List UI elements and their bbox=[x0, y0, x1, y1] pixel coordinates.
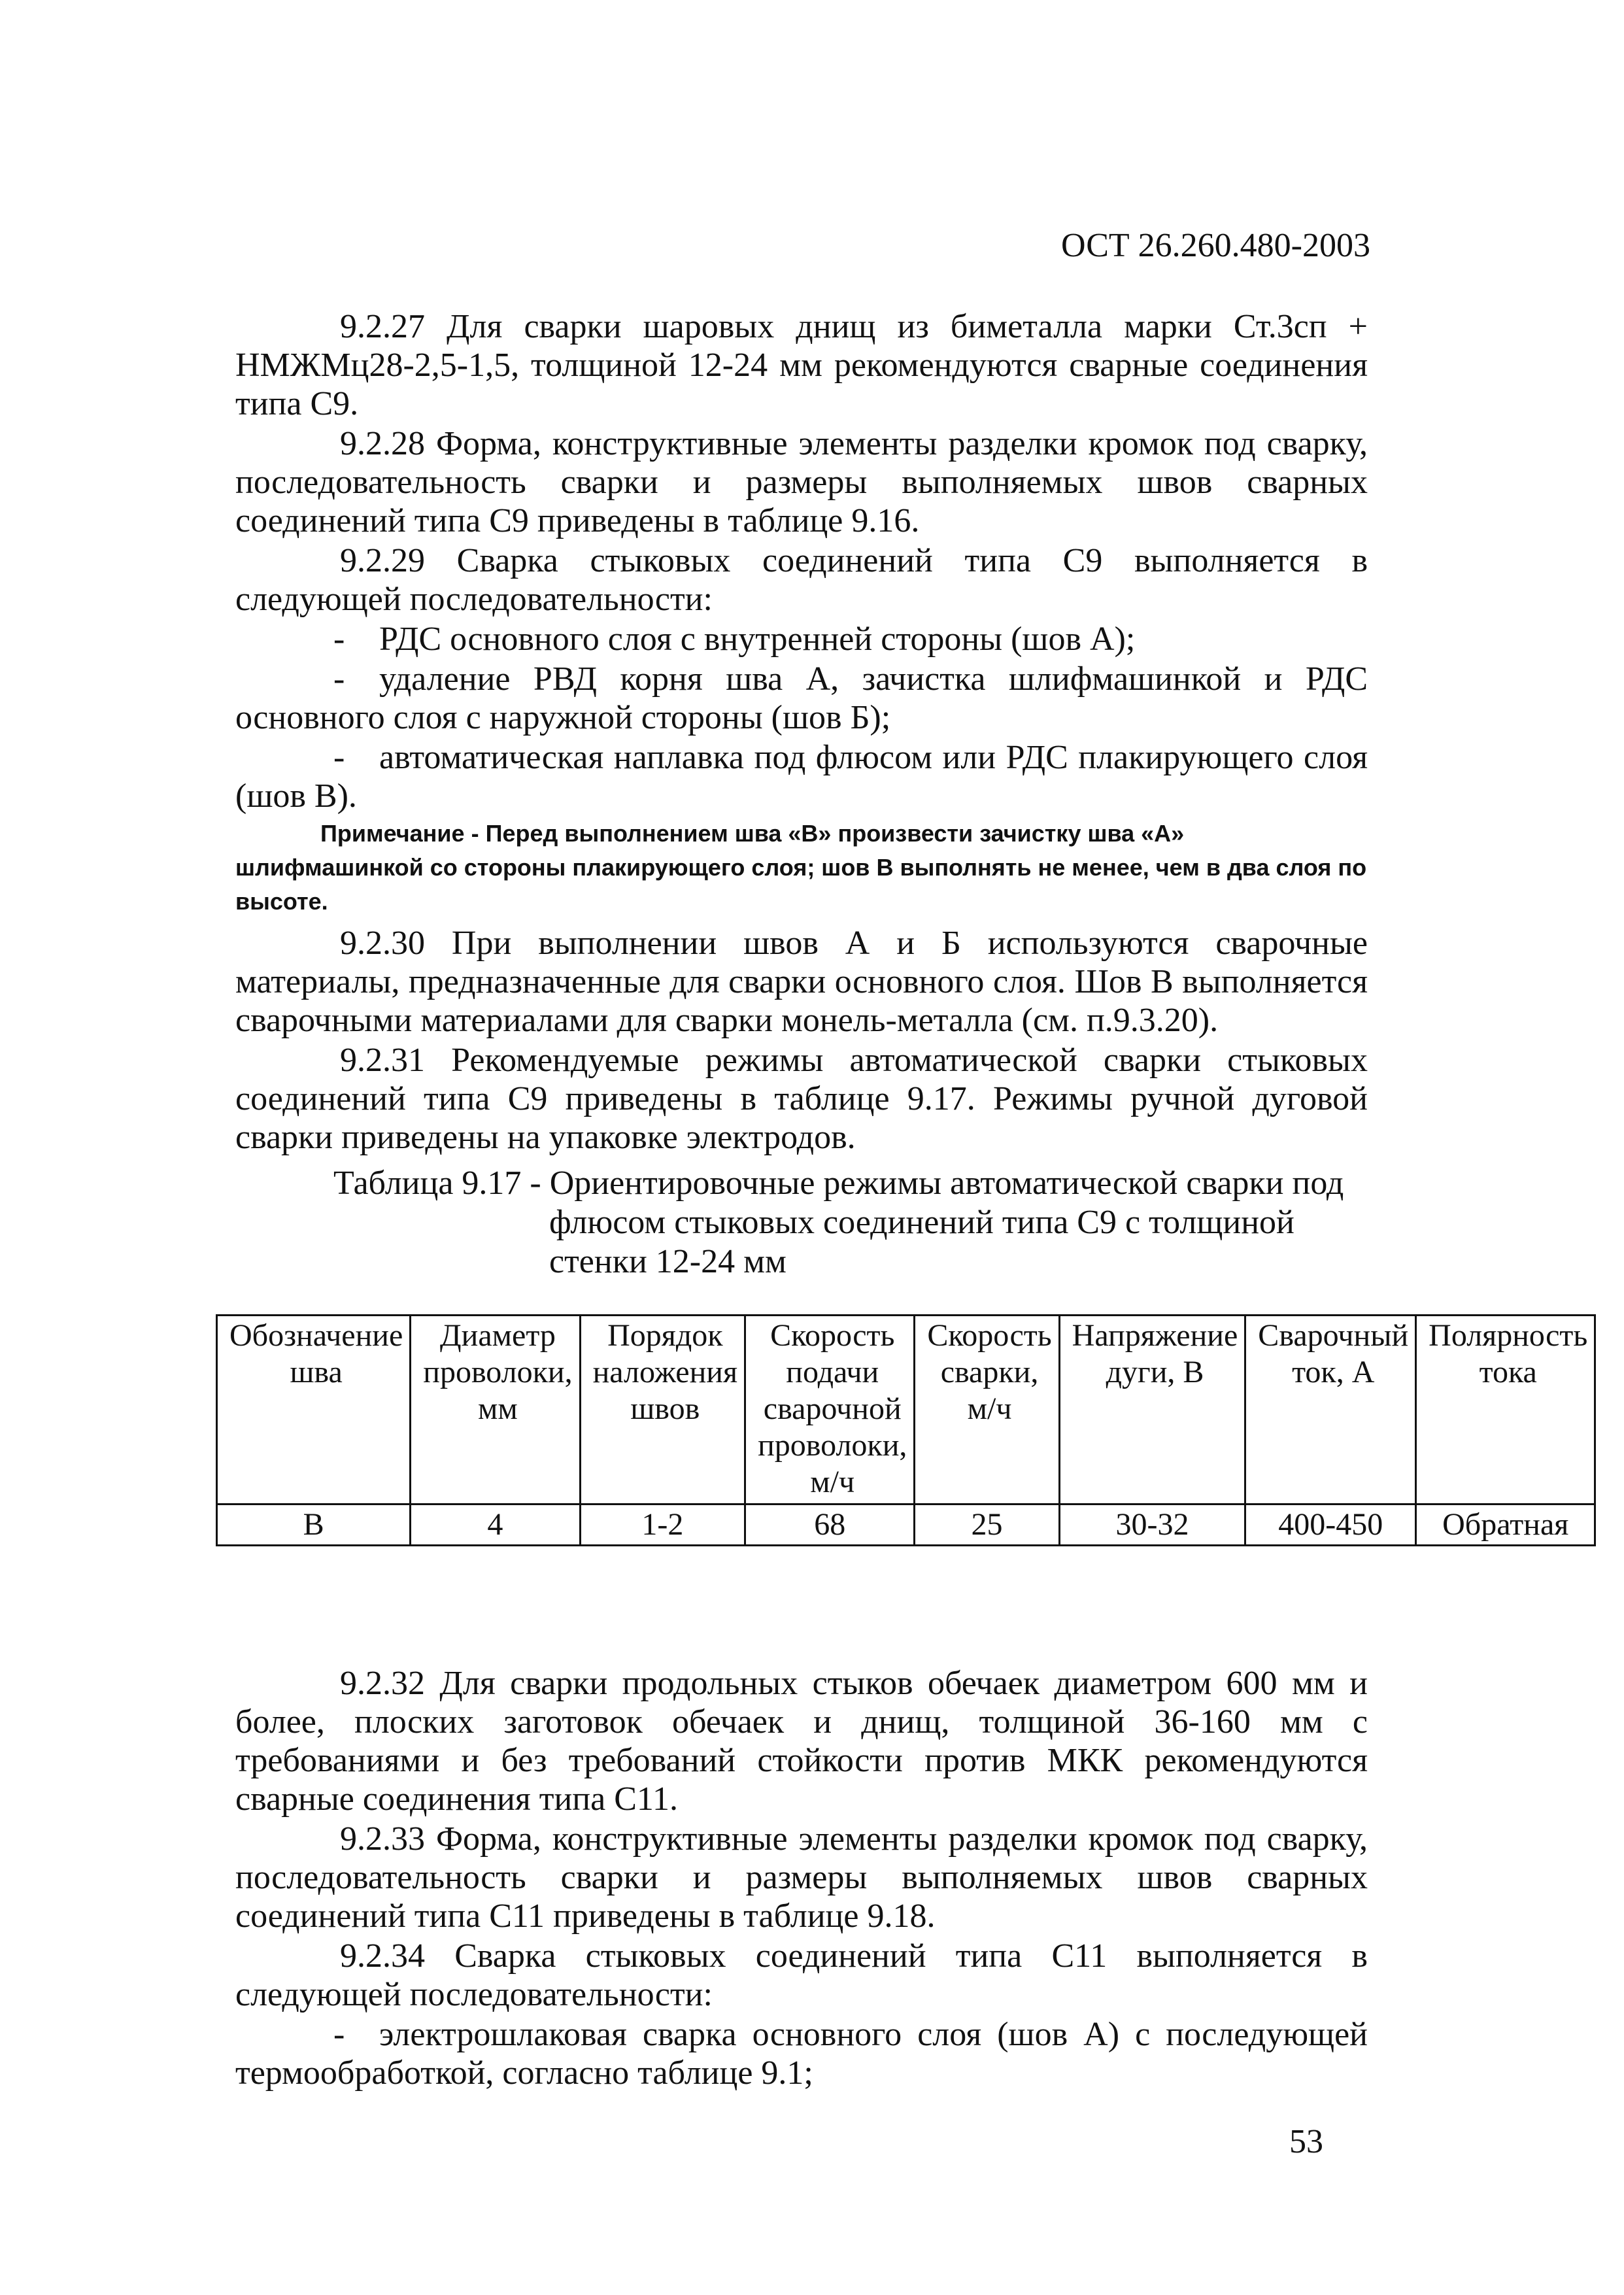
column-header: Скорость сварки, м/ч bbox=[915, 1316, 1059, 1504]
bullet-dash: - bbox=[333, 2016, 345, 2053]
welding-modes-table bbox=[216, 1314, 1596, 1546]
list-item-text: автоматическая наплавка под флюсом или РДС плакирующего слоя (шов В). bbox=[235, 739, 1368, 815]
list-item-text: РДС основного слоя с внутренней стороны (шов А); bbox=[379, 620, 1136, 658]
table-cell: 68 bbox=[745, 1504, 915, 1546]
list-item bbox=[235, 2015, 1368, 2092]
paragraph-9-2-32: 9.2.32 Для сварки продольных стыков обечаек диаметром 600 мм и более, плоских заготовок обечаек и днищ, толщиной 36-160 мм с требованиями и без требований стойкости против МКК рекомендуются сварные соединения типа С11. bbox=[235, 1665, 1368, 1818]
paragraph-9-2-30: 9.2.30 При выполнении швов А и Б используются сварочные материалы, предназначенные для сварки основного слоя. Шов В выполняется сварочными материалами для сварки монель-металла (см. п.9.3.20). bbox=[235, 925, 1368, 1039]
table-cell: 1-2 bbox=[580, 1504, 745, 1546]
column-header: Обозначение шва bbox=[217, 1316, 411, 1504]
list-item-text: электрошлаковая сварка основного слоя (шов А) с последующей термообработкой, согласно таблице 9.1; bbox=[235, 2016, 1368, 2092]
column-header: Скорость подачи сварочной проволоки, м/ч bbox=[745, 1316, 915, 1504]
paragraph-9-2-27: 9.2.27 Для сварки шаровых днищ из биметалла марки Ст.3сп + НМЖМц28-2,5-1,5, толщиной 12-24 мм рекомендуются сварные соединения типа С9. bbox=[235, 308, 1368, 422]
table-cell: 30-32 bbox=[1059, 1504, 1245, 1546]
list-item bbox=[235, 620, 1368, 658]
column-header: Диаметр проволоки, мм bbox=[411, 1316, 580, 1504]
column-header: Напряжение дуги, В bbox=[1059, 1316, 1245, 1504]
column-header: Сварочный ток, А bbox=[1245, 1316, 1416, 1504]
table-cell: В bbox=[217, 1504, 411, 1546]
table-caption bbox=[333, 1164, 1353, 1282]
paragraph-9-2-34: 9.2.34 Сварка стыковых соединений типа С11 выполняется в следующей последовательности: bbox=[235, 1937, 1368, 2013]
list-item bbox=[235, 738, 1368, 815]
table-caption-lead: Таблица 9.17 - Ориентировочные режимы автоматической сварки под bbox=[333, 1164, 1344, 1202]
document-code: ОСТ 26.260.480-2003 bbox=[1061, 227, 1370, 264]
bullet-dash: - bbox=[333, 739, 345, 776]
table-row bbox=[217, 1504, 1595, 1546]
note: Примечание - Перед выполнением шва «В» произвести зачистку шва «А» шлифмашинкой со стороны плакирующего слоя; шов В выполнять не менее, чем в два слоя по высоте. bbox=[235, 820, 1367, 915]
table-cell: Обратная bbox=[1416, 1504, 1595, 1546]
bullet-dash: - bbox=[333, 620, 345, 658]
lower-text-block bbox=[235, 1664, 1368, 2094]
paragraph-9-2-29: 9.2.29 Сварка стыковых соединений типа С9 выполняется в следующей последовательности: bbox=[235, 542, 1368, 618]
paragraph-9-2-33: 9.2.33 Форма, конструктивные элементы разделки кромок под сварку, последовательность сварки и размеры выполняемых швов сварных соединений типа С11 приведены в таблице 9.18. bbox=[235, 1820, 1368, 1935]
bullet-dash: - bbox=[333, 660, 345, 698]
table-cell: 25 bbox=[915, 1504, 1059, 1546]
column-header: Полярность тока bbox=[1416, 1316, 1595, 1504]
page-number: 53 bbox=[1289, 2123, 1323, 2160]
table-cell: 400-450 bbox=[1245, 1504, 1416, 1546]
table-header-row bbox=[217, 1316, 1595, 1504]
paragraph-9-2-31: 9.2.31 Рекомендуемые режимы автоматической сварки стыковых соединений типа С9 приведены в таблице 9.17. Режимы ручной дуговой сварки приведены на упаковке электродов. bbox=[235, 1042, 1368, 1156]
paragraph-9-2-28: 9.2.28 Форма, конструктивные элементы разделки кромок под сварку, последовательность сварки и размеры выполняемых швов сварных соединений типа С9 приведены в таблице 9.16. bbox=[235, 425, 1368, 539]
table-cell: 4 bbox=[411, 1504, 580, 1546]
upper-text-block bbox=[235, 307, 1368, 1158]
column-header: Порядок наложения швов bbox=[580, 1316, 745, 1504]
list-item bbox=[235, 660, 1368, 737]
list-item-text: удаление РВД корня шва А, зачистка шлифмашинкой и РДС основного слоя с наружной стороны (шов Б); bbox=[235, 660, 1368, 736]
table-caption-rest: флюсом стыковых соединений типа С9 с толщиной стенки 12-24 мм bbox=[549, 1204, 1294, 1280]
